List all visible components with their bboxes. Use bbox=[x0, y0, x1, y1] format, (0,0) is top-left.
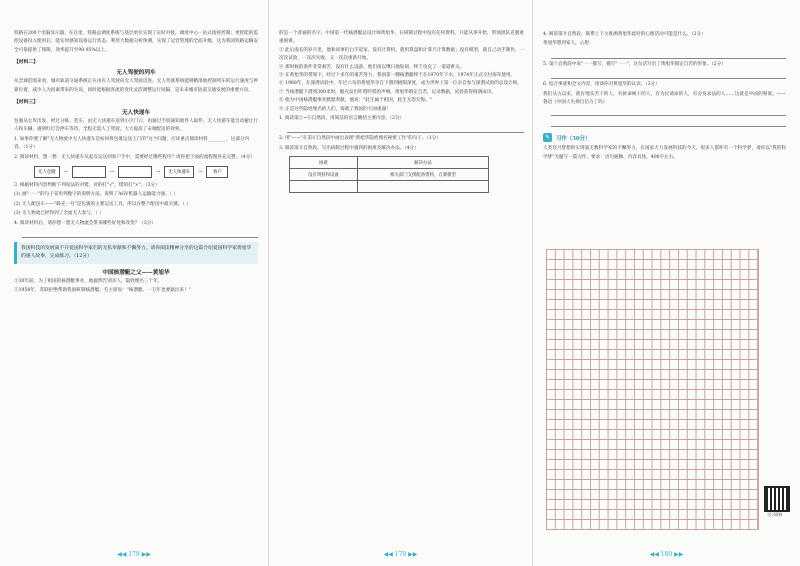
page-number: ◀◀ 179 ▶▶ bbox=[117, 551, 151, 558]
article-paragraph: ⑧ 他为中国核潜艇事业默默奉献，他说："此生属于祖国，此生无怨无悔。" bbox=[279, 98, 432, 104]
material2-title: 无人驾驶的列车 bbox=[116, 70, 156, 77]
table-cell[interactable]: 相关部门支援配备资料，自制模型 bbox=[357, 169, 488, 181]
question-1: 1. 阅读第①~⑥自然段，用简洁的语言概括主要内容。（2分） bbox=[279, 116, 405, 122]
question-4-prompt: 黄旭华想到家人，心想： bbox=[543, 41, 594, 47]
article-paragraph: ①30年前，为了祖国的核潜艇事业，他毅然告别亲人，隐姓埋名三十年。 bbox=[14, 279, 163, 285]
judge-item: (3) 无人物流已经得到了全面无人参与。（ ） bbox=[14, 211, 104, 217]
article-paragraph: ⑥ 1988年，在深潜试验中，年过六旬的黄旭华亲自下潜到极限深度，成为世界上第一位亲自参与深潜试验的总设计师。 bbox=[279, 81, 522, 87]
flow-step-warehouse: 无人仓储 bbox=[34, 166, 60, 178]
material3-text: 包裹从仓库出发，经过分拣、装车，由无人快递车送到小区门口，再通过手机通知收件人取件。无人快递车能自动避让行人和车辆，遇到红灯会停车等待，全程无需人工驾驶，大大提高了末端配送的效率。 bbox=[14, 119, 258, 133]
answer-line[interactable] bbox=[551, 70, 786, 79]
flow-blank[interactable] bbox=[118, 166, 152, 178]
judge-item: (1) 画"一一"的句子采用列数字的说明方法，说明了AGV机器人运输能力强。（ ） bbox=[14, 192, 179, 198]
arrow-icon: → bbox=[198, 169, 203, 176]
answer-line[interactable] bbox=[551, 50, 786, 59]
flow-step-customer: 客户 bbox=[206, 166, 228, 178]
arrow-icon: → bbox=[109, 169, 114, 176]
article-paragraph: ④ 那时候的条件非常艰苦，没有什么设备，他们夜以继日地钻研，终于攻克了一道道难关。 bbox=[279, 64, 465, 70]
material2-text: 从全球范围来看，城市轨道交通系统正在由有人驾驶向无人驾驶迈进。无人驾驶系统能够精准地控制列车的运行速度与停靠位置，减少人为因素带来的失误，同时能根据客流的变化灵活调整运行间隔，是未来城市轨道交通发展的重要方向。 bbox=[14, 79, 258, 93]
material3-label: 【材料三】 bbox=[14, 99, 38, 106]
article-paragraph: ⑤ 在黄旭华的带领下，经过十多年的艰苦努力，我国第一艘核潜艇终于在1970年下水，1974年正式交付海军使用。 bbox=[279, 73, 516, 79]
answer-line[interactable] bbox=[22, 229, 258, 238]
pencil-icon: ✎ bbox=[544, 134, 551, 142]
table-cell[interactable] bbox=[290, 181, 358, 193]
essay-header bbox=[543, 133, 786, 142]
intro-paragraph: 铁路在200个电脑显示器。在这里，铁路总调度系统与基层单位实现了实时对接，调度中心一站式指挥控制；更智能的监控设备投入使用后，能实时感知设备运行状态，利用大数据分析预测，实现了运营管理的全面升级，这为我国铁路运输安全可靠提供了保障，效率提升至99.95%以上。 bbox=[14, 31, 258, 53]
flow-blank[interactable] bbox=[72, 166, 106, 178]
material2-label: 【材料二】 bbox=[14, 59, 38, 66]
article-paragraph: ⑦ 当核潜艇下潜到300米时，艇壳发出咔嗒咔嗒的声响，黄旭华镇定自若，记录数据，试验获得圆满成功。 bbox=[279, 89, 496, 95]
question-5: 5. 第⑦自然段中说"一一描写，描写"一一"，这句话写出了黄旭华镇定自若的形象。（2分） bbox=[543, 61, 726, 67]
table-header: 困难 bbox=[290, 157, 358, 169]
qr-label: 学习资料 bbox=[767, 512, 783, 517]
essay-prompt: 人类登月梦想的实现靠无数科学家的不懈努力，在国家大力发展科技的今天，很多人都怀有一个科学梦，请你以"我的科学梦"为题写一篇习作，要求：语句通顺，内容具体，400字左右。 bbox=[543, 146, 786, 160]
table-header: 解决办法 bbox=[357, 157, 488, 169]
judge-item: (2) 无人配送车——"毂壳一号"是包裹的主要运送工具，所以在整个配送中最关键。（ ） bbox=[14, 201, 191, 207]
table-cell[interactable] bbox=[357, 181, 488, 193]
table-row bbox=[290, 181, 489, 193]
table-cell[interactable]: 没有资料和设备 bbox=[290, 169, 358, 181]
article-paragraph: ⑨ 正是这些隐姓埋名的人们，铸就了我国的大国重器！ bbox=[279, 106, 391, 112]
article-title: 中国核潜艇之父——黄旭华 bbox=[102, 270, 170, 277]
material3-title: 无人快递车 bbox=[122, 110, 150, 117]
question-1: 1. 如果你要了解"无人物流中无人快递车是如何将包裹运送上门的"这个问题，应该重点阅读材料________，这部分内容。（1分） bbox=[14, 136, 250, 151]
answer-line[interactable] bbox=[551, 118, 786, 127]
question-3: 3. 阅读第⑧自然段，写出研制过程中遇到的困难及解决办法。（4分） bbox=[279, 145, 419, 151]
flow-chart bbox=[34, 166, 258, 178]
question-4: 4. 阅读材料后，请你想一想无人物流会带来哪些好处和改变？（3分） bbox=[14, 220, 156, 226]
qr-code-icon bbox=[764, 486, 790, 512]
article-paragraph: ③ 此后漫长的岁月里，他和同事们白手起家，没有计算机，就用算盘和计算尺计算数据；没有模型，就自己动手制作，一次次试验，一次次失败，又一次次重新开始。 bbox=[279, 47, 524, 62]
article-paragraph: 的是一个普通的名字。中国第一代核潜艇总设计师黄旭华，在研制过程中没有任何资料，只能从零开始，带领团队克服重重困难。 bbox=[279, 31, 524, 45]
page-number: ◀◀ 180 ▶▶ bbox=[649, 551, 684, 558]
answer-line[interactable] bbox=[287, 124, 524, 133]
arrow-icon: → bbox=[63, 169, 68, 176]
article-paragraph: ②1958年，苏联拒绝帮助我国研制核潜艇，毛主席说："核潜艇，一万年也要搞出来！" bbox=[14, 287, 191, 293]
flow-step-vehicle: 无人快递车 bbox=[164, 166, 194, 178]
question-2: 2. 用"——"在第⑥自然段中画出表现"黄旭华隐姓埋名秘密工作"的句子。（1分） bbox=[279, 136, 441, 142]
arrow-icon: → bbox=[155, 169, 161, 176]
question-2: 2. 阅读材料，想一想：无人快递车从起点运送到客户手中，需要经过哪些程序？请你把下面的流程图补充完整。（4分） bbox=[14, 154, 255, 160]
table-row bbox=[290, 169, 489, 181]
answer-line[interactable] bbox=[551, 107, 786, 116]
page-number: ◀◀ 179 ▶▶ bbox=[383, 551, 418, 558]
question-4: 4. 阅读第⑨自然段，联系上下文推测黄旭华此时的心理活动可能是什么。（2分） bbox=[543, 32, 706, 37]
essay-label: 习作（30分） bbox=[556, 135, 591, 142]
question-6: 6. 结合事迹和全文内容，谈谈你对黄旭华的认识。（3分） bbox=[543, 82, 660, 88]
section-banner: 我国科技的发展离不开爱国科学家们的无私奉献和不懈努力。请你阅读精神分享的这篇介绍爱国科学家黄旭华的感人故事，完成练习。（12分） bbox=[14, 242, 258, 264]
essay-writing-grid[interactable] bbox=[546, 249, 759, 530]
question-3: 3. 根据材料内容判断下列说法的对错，对的打"√"，错的打"×"。（3分） bbox=[14, 183, 160, 189]
left-page bbox=[0, 0, 268, 566]
answer-table bbox=[289, 156, 489, 193]
quote-text: 我们从古以来，就有埋头苦干的人，有拼命硬干的人，有为民请命的人，有舍身求法的人……这就是中国的脊梁。——鲁迅《中国人失掉自信力了吗》 bbox=[543, 91, 786, 106]
middle-page bbox=[268, 0, 532, 566]
